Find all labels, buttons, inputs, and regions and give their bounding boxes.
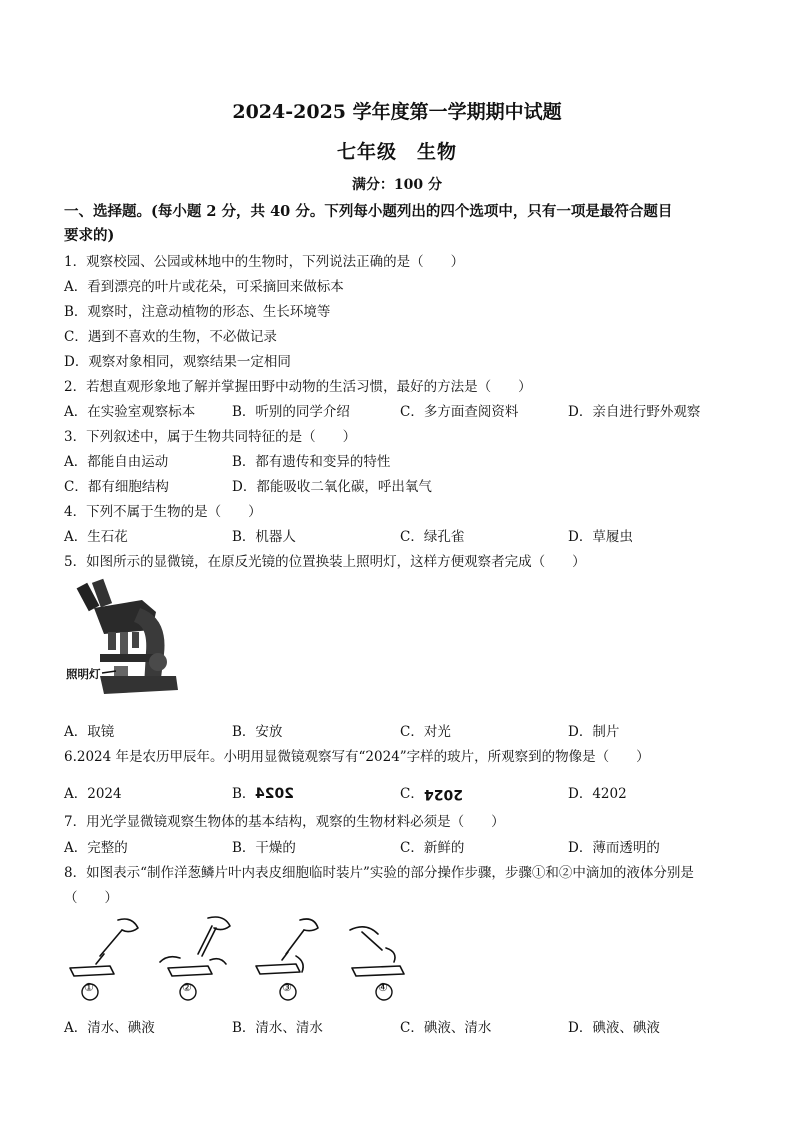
question-7-option-b: B．干燥的 — [232, 840, 296, 856]
step-label-1: ① — [84, 981, 94, 994]
question-7-option-d: D．薄而透明的 — [568, 840, 660, 856]
slide-preparation-steps-figure — [60, 912, 432, 1004]
question-5-stem: 5．如图所示的显微镜，在原反光镜的位置换装上照明灯，这样方便观察者完成（ ） — [64, 554, 586, 570]
step-label-4: ④ — [378, 981, 388, 994]
question-4-option-b: B．机器人 — [232, 529, 296, 545]
question-5-option-a: A．取镜 — [64, 724, 115, 740]
option-b-prefix: B． — [232, 786, 256, 802]
question-2-stem: 2．若想直观形象地了解并掌握田野中动物的生活习惯，最好的方法是（ ） — [64, 379, 532, 395]
question-3-option-a: A．都能自由运动 — [64, 454, 169, 470]
question-6-option-a: A．2024 — [64, 786, 122, 802]
question-8-option-b: B．清水、清水 — [232, 1020, 323, 1036]
question-5-option-b: B．安放 — [232, 724, 283, 740]
question-1-option-c: C．遇到不喜欢的生物，不必做记录 — [64, 329, 277, 345]
question-6-stem: 6.2024 年是农历甲辰年。小明用显微镜观察写有“2024”字样的玻片，所观察到的物像是（ ） — [64, 749, 650, 765]
question-8-stem: 8．如图表示“制作洋葱鳞片叶内表皮细胞临时装片”实验的部分操作步骤，步骤①和②中滴加的液体分别是 — [64, 865, 694, 881]
rotated-2024-image: 2024 — [423, 786, 463, 802]
question-4-option-a: A．生石花 — [64, 529, 128, 545]
question-1-option-d: D．观察对象相同，观察结果一定相同 — [64, 354, 291, 370]
question-2-option-a: A．在实验室观察标本 — [64, 404, 196, 420]
question-7-option-a: A．完整的 — [64, 840, 128, 856]
question-8-option-c: C．碘液、清水 — [400, 1020, 492, 1036]
question-3-option-b: B．都有遗传和变异的特性 — [232, 454, 391, 470]
question-7-stem: 7．用光学显微镜观察生物体的基本结构，观察的生物材料必须是（ ） — [64, 814, 505, 830]
question-5-option-d: D．制片 — [568, 724, 620, 740]
question-5-option-c: C．对光 — [400, 724, 451, 740]
question-3-option-c: C．都有细胞结构 — [64, 479, 169, 495]
question-4-option-c: C．绿孔雀 — [400, 529, 465, 545]
question-2-option-c: C．多方面查阅资料 — [400, 404, 519, 420]
question-8-option-d: D．碘液、碘液 — [568, 1020, 660, 1036]
question-8-stem-cont: （ ） — [64, 890, 118, 906]
figure-label-lamp: 照明灯 — [66, 667, 101, 681]
exam-title: 2024-2025 学年度第一学期期中试题 — [232, 101, 562, 123]
question-6-option-b — [232, 782, 294, 802]
question-4-stem: 4．下列不属于生物的是（ ） — [64, 504, 262, 520]
mirrored-2024-image: 2024 — [255, 786, 295, 802]
question-4-option-d: D．草履虫 — [568, 529, 633, 545]
section-heading: 一、选择题。(每小题 2 分，共 40 分。下列每小题列出的四个选项中，只有一项是最符合题目 — [64, 203, 673, 220]
question-1-option-b: B．观察时，注意动植物的形态、生长环境等 — [64, 304, 331, 320]
question-3-stem: 3．下列叙述中，属于生物共同特征的是（ ） — [64, 429, 357, 445]
question-7-option-c: C．新鲜的 — [400, 840, 465, 856]
question-6-option-d: D．4202 — [568, 786, 627, 802]
question-1-option-a: A．看到漂亮的叶片或花朵，可采摘回来做标本 — [64, 279, 344, 295]
question-2-option-b: B．听别的同学介绍 — [232, 404, 350, 420]
option-c-prefix: C． — [400, 786, 424, 802]
section-heading-cont: 要求的) — [64, 227, 115, 244]
question-3-option-d: D．都能吸收二氧化碳，呼出氧气 — [232, 479, 432, 495]
question-2-option-d: D．亲自进行野外观察 — [568, 404, 701, 420]
step-label-2: ② — [182, 981, 192, 994]
question-8-option-a: A．清水、碘液 — [64, 1020, 155, 1036]
exam-subtitle: 七年级 生物 — [336, 141, 457, 163]
step-label-3: ③ — [282, 981, 292, 994]
question-6-option-c — [400, 782, 463, 802]
exam-score: 满分：100 分 — [351, 177, 443, 193]
question-1-stem: 1．观察校园、公园或林地中的生物时，下列说法正确的是（ ） — [64, 254, 465, 270]
